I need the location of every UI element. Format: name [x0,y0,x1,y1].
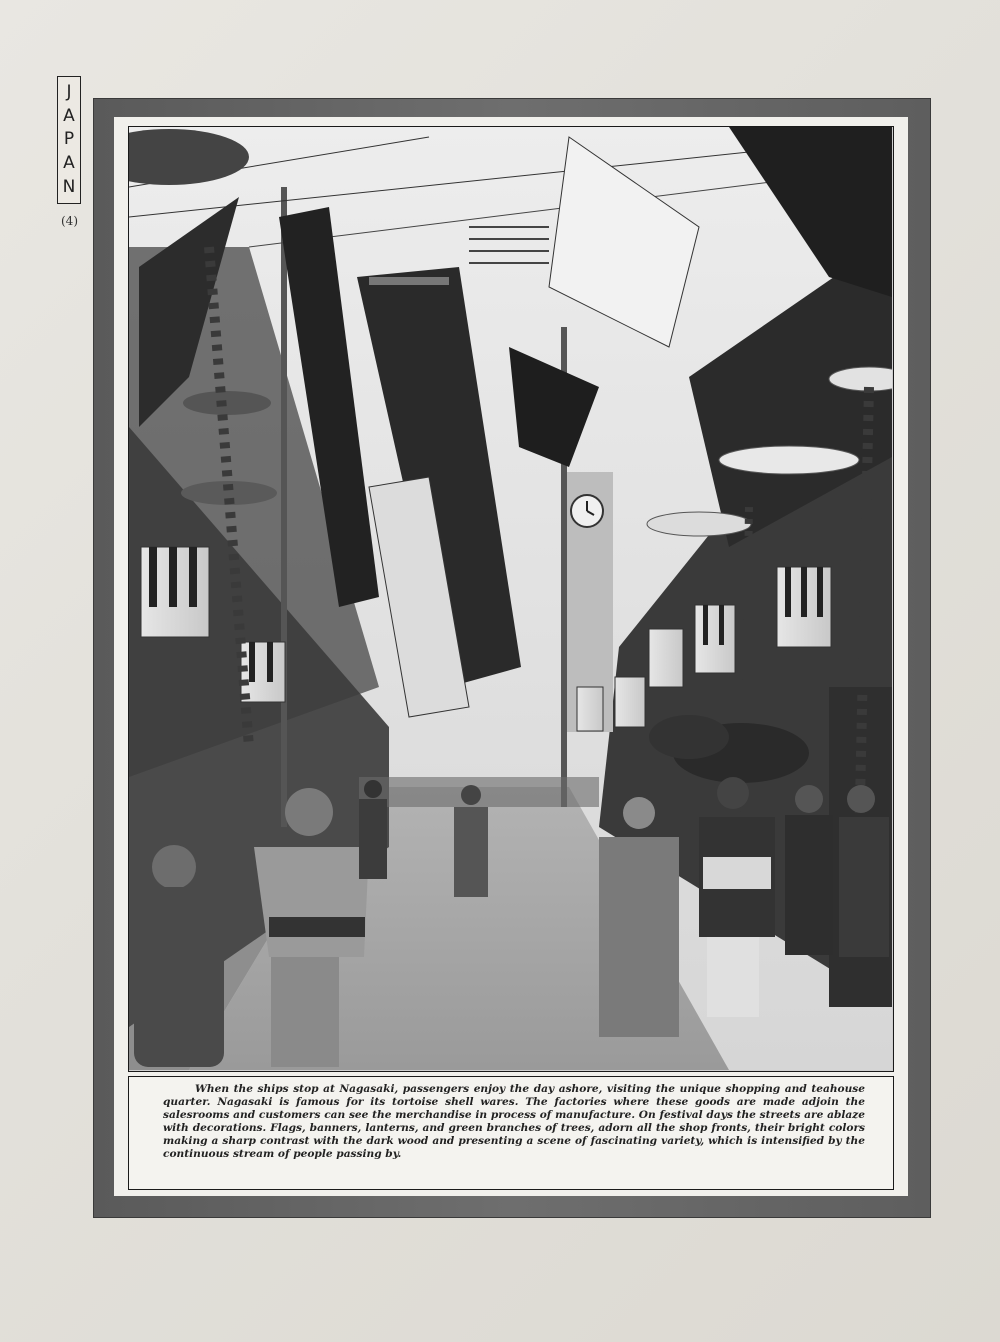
section-label-letter: J [66,82,72,103]
section-label-letter: A [63,153,75,174]
caption-box [128,1076,894,1190]
street-photo [128,126,894,1072]
caption-text: When the ships stop at Nagasaki, passengers enjoy the day ashore, visiting the unique shopping and teahouse quarter. Nagasaki is famous for its tortoise shell wares. The factories where these goods are made adjoin the salesrooms and customers can see the merchandise in process of manufacture. On festival days the streets are ablaze with decorations. Flags, banners, lanterns, and green branches of trees, adorn all the shop fronts, their bright colors making a sharp contrast with the dark wood and presenting a scene of fascinating variety, which is intensified by the continuous stream of people passing by. [163,1083,865,1160]
section-label-letter: A [63,105,75,126]
page-number: (4) [61,214,78,228]
street-photo-image [129,127,892,1070]
section-label-letter: P [63,129,75,150]
section-label-japan [57,76,81,204]
section-label-letter: N [62,176,76,197]
